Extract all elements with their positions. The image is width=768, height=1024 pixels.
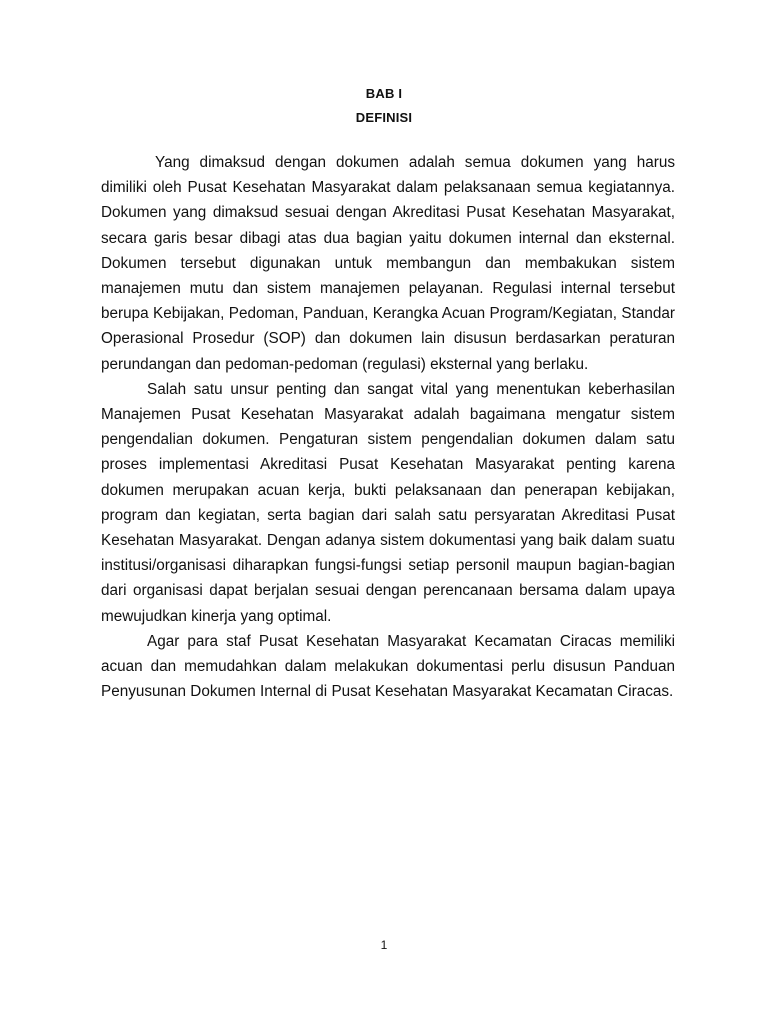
paragraph-importance: Salah satu unsur penting dan sangat vital yang menentukan keberhasilan Manajemen Pusat Kesehatan Masyarakat adalah bagaimana mengatur sistem pengendalian dokumen. Pengaturan sistem pengendalian dokumen dalam satu proses implementasi Akreditasi Pusat Kesehatan Masyarakat penting karena dokumen merupakan acuan kerja, bukti pelaksanaan dan penerapan kebijakan, program dan kegiatan, serta bagian dari salah satu persyaratan Akreditasi Pusat Kesehatan Masyarakat. Dengan adanya sistem dokumentasi yang baik dalam suatu institusi/organisasi diharapkan fungsi-fungsi setiap personil maupun bagian-bagian dari organisasi dapat berjalan sesuai dengan perencanaan bersama dalam upaya mewujudkan kinerja yang optimal.: [101, 380, 675, 625]
body-text: [101, 150, 675, 704]
page-number: 1: [380, 938, 388, 952]
chapter-title: DEFINISI: [355, 110, 413, 125]
chapter-heading: BAB I: [365, 86, 403, 101]
paragraph-definition: Yang dimaksud dengan dokumen adalah semua dokumen yang harus dimiliki oleh Pusat Kesehatan Masyarakat dalam pelaksanaan semua kegiatannya. Dokumen yang dimaksud sesuai dengan Akreditasi Pusat Kesehatan Masyarakat, secara garis besar dibagi atas dua bagian yaitu dokumen internal dan eksternal. Dokumen tersebut digunakan untuk membangun dan membakukan sistem manajemen mutu dan sistem manajemen pelayanan. Regulasi internal tersebut berupa Kebijakan, Pedoman, Panduan, Kerangka Acuan Program/Kegiatan, Standar Operasional Prosedur (SOP) dan dokumen lain disusun berdasarkan peraturan perundangan dan pedoman-pedoman (regulasi) eksternal yang berlaku.: [101, 154, 675, 373]
paragraph-purpose: Agar para staf Pusat Kesehatan Masyarakat Kecamatan Ciracas memiliki acuan dan memudahkan dalam melakukan dokumentasi perlu disusun Panduan Penyusunan Dokumen Internal di Pusat Kesehatan Masyarakat Kecamatan Ciracas.: [101, 632, 675, 701]
